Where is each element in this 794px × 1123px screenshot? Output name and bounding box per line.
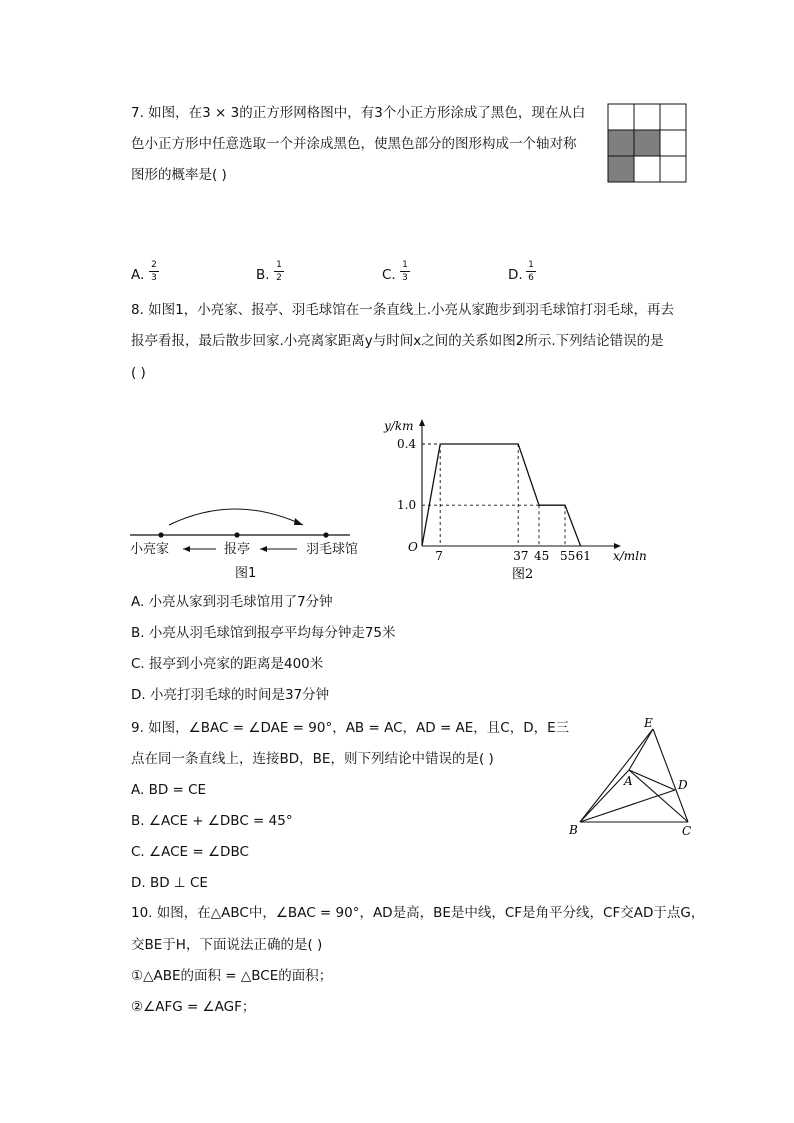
q9-stem-line1: 9. 如图，∠BAC = ∠DAE = 90°，AB = AC，AD = AE，且C，D，E三	[131, 720, 570, 736]
grid-cell	[608, 130, 634, 156]
x-tick-label: 37	[513, 549, 529, 563]
q8-option-b: B. 小亮从羽毛球馆到报亭平均每分钟走75米	[131, 625, 396, 641]
q9-option-a: A. BD = CE	[131, 782, 207, 798]
q9-option-b: B. ∠ACE + ∠DBC = 45°	[131, 813, 293, 829]
q7-stem-line2: 色小正方形中任意选取一个并涂成黑色，使黑色部分的图形构成一个轴对称	[131, 136, 577, 152]
q7-option-d-letter: D.	[508, 267, 523, 283]
x-tick-label: 7	[435, 549, 443, 563]
fraction-denominator: 3	[402, 273, 408, 283]
x-tick-label: 61	[575, 549, 591, 563]
q8-figure2-chart	[380, 415, 665, 585]
x-axis-label: x/mln	[613, 549, 647, 563]
q7-option-b-fraction	[274, 260, 284, 283]
grid-cell	[634, 156, 660, 182]
fraction-denominator: 6	[528, 273, 534, 283]
fig1-kiosk-label: 报亭	[224, 542, 251, 557]
point-E-label: E	[644, 716, 653, 730]
fig2-caption: 图2	[512, 567, 534, 582]
y-tick-label: 0.4	[397, 437, 417, 451]
fraction-numerator: 2	[151, 260, 157, 270]
grid-cell	[660, 130, 686, 156]
series-line	[422, 444, 581, 546]
q7-stem-line3: 图形的概率是( )	[131, 167, 227, 183]
grid-cell	[608, 104, 634, 130]
q9-stem-line2: 点在同一条直线上，连接BD，BE，则下列结论中错误的是( )	[131, 751, 494, 767]
q8-option-c: C. 报亭到小亮家的距离是400米	[131, 656, 324, 672]
fraction-numerator: 1	[402, 260, 408, 270]
x-tick-label: 45	[534, 549, 550, 563]
grid-cell	[608, 156, 634, 182]
q10-stem-line2: 交BE于H，下面说法正确的是( )	[131, 937, 323, 953]
fraction-denominator: 3	[151, 273, 157, 283]
point-C-label: C	[682, 824, 692, 838]
q8-option-d: D. 小亮打羽毛球的时间是37分钟	[131, 687, 330, 703]
q7-grid-figure	[606, 103, 690, 185]
q7-option-c-letter: C.	[382, 267, 396, 283]
y-axis-arrow	[419, 419, 425, 426]
q8-option-a: A. 小亮从家到羽毛球馆用了7分钟	[131, 594, 333, 610]
fraction-numerator: 1	[528, 260, 534, 270]
q9-option-c: C. ∠ACE = ∠DBC	[131, 844, 249, 860]
grid-cell	[634, 130, 660, 156]
grid-cell	[660, 156, 686, 182]
y-axis-label: y/km	[384, 419, 414, 433]
point-A-label: A	[624, 774, 633, 788]
q7-option-d-fraction	[526, 260, 536, 283]
y-tick-label: 1.0	[397, 498, 417, 513]
q8-stem-line2: 报亭看报，最后散步回家.小亮离家距离y与时间x之间的关系如图2所示.下列结论错误的是	[131, 333, 664, 349]
q10-statement-2: ②∠AFG = ∠AGF；	[131, 999, 256, 1015]
q7-option-b-letter: B.	[256, 267, 270, 283]
q7-option-a-letter: A.	[131, 267, 145, 283]
fraction-numerator: 1	[276, 260, 282, 270]
point-D-label: D	[678, 778, 688, 792]
fig1-caption: 图1	[235, 566, 257, 581]
q8-stem-line3: ( )	[131, 365, 146, 381]
q7-option-c-fraction	[400, 260, 410, 283]
grid-cell	[634, 104, 660, 130]
x-tick-label: 55	[560, 549, 576, 563]
grid-cell	[660, 104, 686, 130]
fraction-denominator: 2	[276, 273, 282, 283]
q10-statement-1: ①△ABE的面积 = △BCE的面积；	[131, 968, 333, 984]
origin-label: O	[408, 540, 418, 554]
q7-stem-line1: 7. 如图，在3 × 3的正方形网格图中，有3个小正方形涂成了黑色，现在从白	[131, 105, 586, 121]
fig1-court-label: 羽毛球馆	[306, 542, 359, 557]
q10-stem-line1: 10. 如图，在△ABC中，∠BAC = 90°，AD是高，BE是中线，CF是角平分线，CF交AD于点G，	[131, 905, 705, 921]
q9-option-d: D. BD ⊥ CE	[131, 875, 208, 891]
fig1-home-label: 小亮家	[130, 542, 170, 557]
q8-stem-line1: 8. 如图1，小亮家、报亭、羽毛球馆在一条直线上.小亮从家跑步到羽毛球馆打羽毛球，再去	[131, 302, 675, 318]
q9-triangle-figure	[560, 712, 700, 840]
q7-option-a-fraction	[149, 260, 159, 283]
point-B-label: B	[569, 823, 578, 837]
